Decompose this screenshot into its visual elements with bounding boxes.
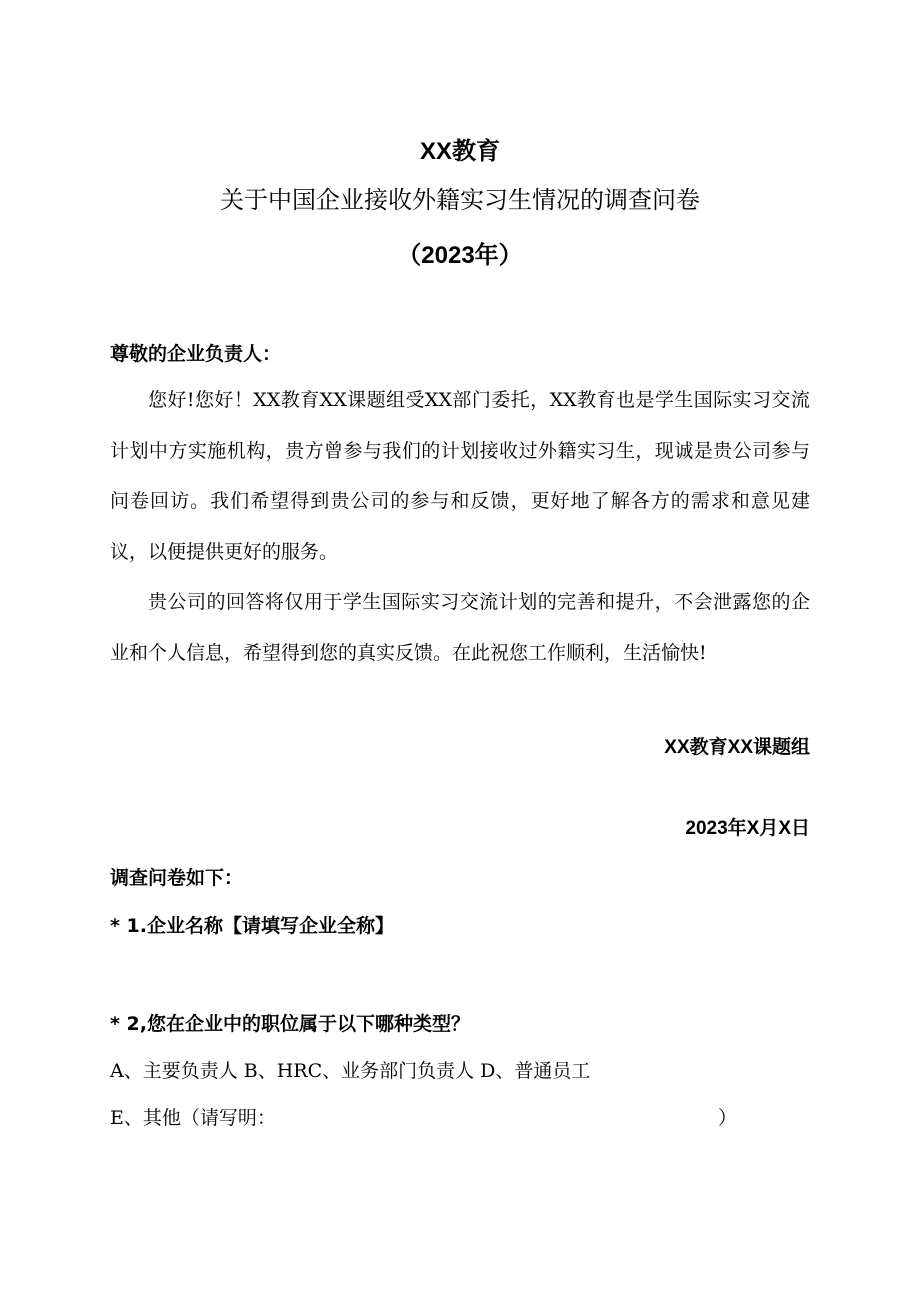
question-2-option-other: E、其他（请写明： (110, 1107, 276, 1129)
letter-paragraph-2: 贵公司的回答将仅用于学生国际实习交流计划的完善和提升，不会泄露您的企业和个人信息，希望得到您的真实反馈。在此祝您工作顺利，生活愉快! (110, 591, 810, 664)
survey-year: （2023年） (397, 242, 523, 269)
letter-paragraph-1: 您好!您好！XX教育XX课题组受XX部门委托，XX教育也是学生国际实习交流计划中方实施机构，贵方曾参与我们的计划接收过外籍实习生，现诚是贵公司参与问卷回访。我们希望得到贵公司的参与和反馈，更好地了解各方的需求和意见建议，以便提供更好的服务。 (110, 389, 810, 563)
survey-title: 关于中国企业接收外籍实习生情况的调查问卷 (220, 186, 700, 214)
letter-date: 2023年X月X日 (685, 818, 810, 839)
survey-intro: 调查问卷如下： (110, 867, 244, 889)
question-1: * 1.企业名称【请填写企业全称】 (110, 915, 394, 937)
question-2-close-paren: ） (718, 1107, 738, 1129)
signature: XX教育XX课题组 (664, 737, 810, 758)
question-2-options: A、主要负责人 B、HRC、业务部门负责人 D、普通员工 (110, 1060, 591, 1082)
org-title: XX教育 (419, 138, 500, 165)
salutation: 尊敬的企业负责人： (110, 343, 282, 365)
question-2: * 2,您在企业中的职位属于以下哪种类型？ (110, 1013, 470, 1035)
